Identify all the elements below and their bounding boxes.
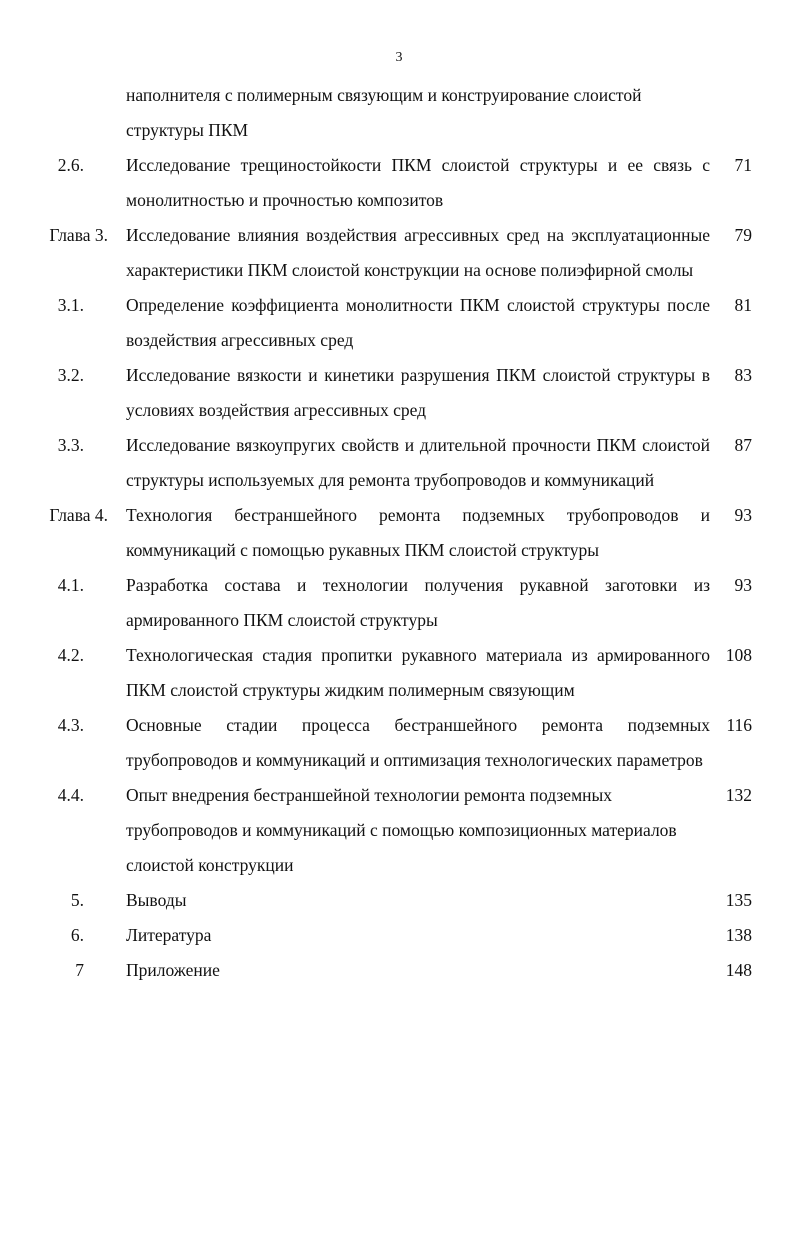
toc-entry-title: Выводы (126, 890, 187, 910)
toc-entry (0, 78, 798, 148)
toc-entry-title: наполнителя с полимерным связующим и конструирование слоистой структуры ПКМ (126, 85, 642, 140)
toc-entry-title: Опыт внедрения бестраншейной технологии ремонта подземных трубопроводов и коммуникаций с помощью композиционных материалов слоистой конструкции (126, 785, 677, 875)
toc-entry (0, 428, 798, 498)
toc-entry-number: 5. (70, 890, 84, 910)
toc-entry (0, 218, 798, 288)
toc-entry-number: 4.4. (57, 785, 84, 805)
toc-entry-page: 71 (734, 155, 752, 175)
toc-entry-page: 132 (725, 785, 752, 805)
toc-entry-page: 81 (734, 295, 752, 315)
toc-entry-number: 7 (75, 960, 84, 980)
toc-entry (0, 568, 798, 638)
toc-entry-page: 138 (725, 925, 752, 945)
toc-entry-page: 108 (725, 645, 752, 665)
toc-entry (0, 883, 798, 918)
toc-entry-title: Приложение (126, 960, 220, 980)
toc-entry-title: Литература (126, 925, 212, 945)
toc-entry-page: 79 (734, 225, 752, 245)
toc-entry-title: Технологическая стадия пропитки рукавного материала из армированного ПКМ слоистой структуры жидким полимерным связующим (126, 645, 710, 700)
toc-entry-page: 87 (734, 435, 752, 455)
toc-entry-page: 93 (734, 575, 752, 595)
toc-entry-title: Исследование вязкости и кинетики разрушения ПКМ слоистой структуры в условиях воздействия агрессивных сред (126, 365, 710, 420)
toc-entry-title: Исследование трещиностойкости ПКМ слоистой структуры и ее связь с монолитностью и прочностью композитов (126, 155, 710, 210)
toc-entry-number: Глава 4. (49, 505, 108, 525)
toc-entry-number: 4.1. (57, 575, 84, 595)
toc-entry-page: 93 (734, 505, 752, 525)
toc-entry-title: Определение коэффициента монолитности ПКМ слоистой структуры после воздействия агрессивных сред (126, 295, 710, 350)
toc-entry-number: 4.3. (57, 715, 84, 735)
toc-entry-number: 3.3. (57, 435, 84, 455)
toc-entry (0, 708, 798, 778)
toc-entry-page: 135 (725, 890, 752, 910)
toc-entry-title: Технология бестраншейного ремонта подземных трубопроводов и коммуникаций с помощью рукавных ПКМ слоистой структуры (126, 505, 710, 560)
toc-entry-number: 3.1. (57, 295, 84, 315)
table-of-contents (0, 78, 798, 988)
toc-entry-title: Основные стадии процесса бестраншейного ремонта подземных трубопроводов и коммуникаций и оптимизация технологических параметров (126, 715, 710, 770)
page-number: 3 (395, 50, 403, 65)
toc-entry-page: 148 (725, 960, 752, 980)
toc-entry (0, 638, 798, 708)
toc-entry (0, 288, 798, 358)
toc-entry-title: Разработка состава и технологии получения рукавной заготовки из армированного ПКМ слоистой структуры (126, 575, 710, 630)
toc-entry (0, 778, 798, 883)
toc-entry-title: Исследование вязкоупругих свойств и длительной прочности ПКМ слоистой структуры используемых для ремонта трубопроводов и коммуникаций (126, 435, 710, 490)
toc-entry-number: 3.2. (57, 365, 84, 385)
toc-entry-page: 116 (726, 715, 752, 735)
toc-entry (0, 358, 798, 428)
toc-entry-page: 83 (734, 365, 752, 385)
toc-entry (0, 918, 798, 953)
toc-entry-number: 4.2. (57, 645, 84, 665)
toc-entry-number: 6. (70, 925, 84, 945)
toc-entry (0, 498, 798, 568)
toc-entry (0, 148, 798, 218)
toc-entry (0, 953, 798, 988)
toc-entry-title: Исследование влияния воздействия агрессивных сред на эксплуатационные характеристики ПКМ слоистой конструкции на основе полиэфирной смолы (126, 225, 710, 280)
toc-entry-number: Глава 3. (49, 225, 108, 245)
toc-entry-number: 2.6. (57, 155, 84, 175)
